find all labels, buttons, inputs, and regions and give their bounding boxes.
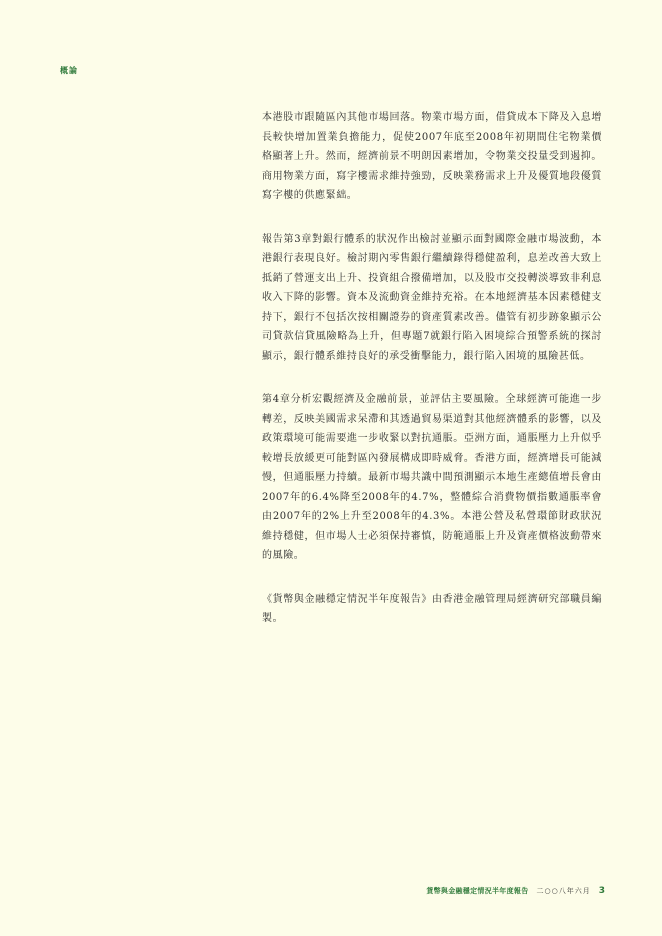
footer-report-title: 貨幣與金融穩定情況半年度報告 bbox=[426, 887, 529, 895]
paragraph-outlook: 第4章分析宏觀經濟及金融前景，並評估主要風險。全球經濟可能進一步轉差，反映美國需求呆滯和其透過貿易渠道對其他經濟體系的影響，以及政策環境可能需要進一步收緊以對抗通脹。亞洲方面，通脹壓力上升似乎較增長放緩更可能對區內發展構成即時威脅。香港方面，經濟增長可能減慢，但通脹壓力持續。最新市場共識中間預測顯示本地生產總值增長會由2007年的6.4%降至2008年的4.7%，整體綜合消費物價指數通脹率會由2007年的2%上升至2008年的4.3%。本港公營及私營環節財政狀況維持穩健，但市場人士必須保持審慎，防範通脹上升及資產價格波動帶來的風險。 bbox=[262, 394, 602, 561]
paragraph-credits: 《貨幣與金融穩定情況半年度報告》由香港金融管理局經濟研究部職員編製。 bbox=[262, 593, 602, 624]
page-number: 3 bbox=[598, 886, 605, 896]
page-footer bbox=[390, 886, 605, 896]
section-label: 概論 bbox=[60, 66, 78, 75]
body-text bbox=[262, 108, 602, 653]
paragraph-market: 本港股市跟隨區內其他市場回落。物業市場方面，借貸成本下降及入息增長較快增加置業負擔能力，促使2007年底至2008年初期間住宅物業價格顯著上升。然而，經濟前景不明朗因素增加，令物業交投量受到遏抑。商用物業方面，寫字樓需求維持強勁，反映業務需求上升及優質地段優質寫字樓的供應緊絀。 bbox=[262, 112, 602, 201]
footer-date: 二○○八年六月 bbox=[536, 887, 591, 895]
paragraph-banking: 報告第3章對銀行體系的狀況作出檢討並顯示面對國際金融市場波動，本港銀行表現良好。檢討期內零售銀行繼續錄得穩健盈利，息差改善大致上抵銷了營運支出上升、投資組合撥備增加，以及股市交投轉淡導致非利息收入下降的影響。資本及流動資金維持充裕。在本地經濟基本因素穩健支持下，銀行不包括次按相關證券的資產質素改善。儘管有初步跡象顯示公司貸款信貸風險略為上升，但專題7就銀行陷入困境綜合預警系統的探討顯示，銀行體系維持良好的承受衝擊能力，銀行陷入困境的風險甚低。 bbox=[262, 233, 602, 362]
